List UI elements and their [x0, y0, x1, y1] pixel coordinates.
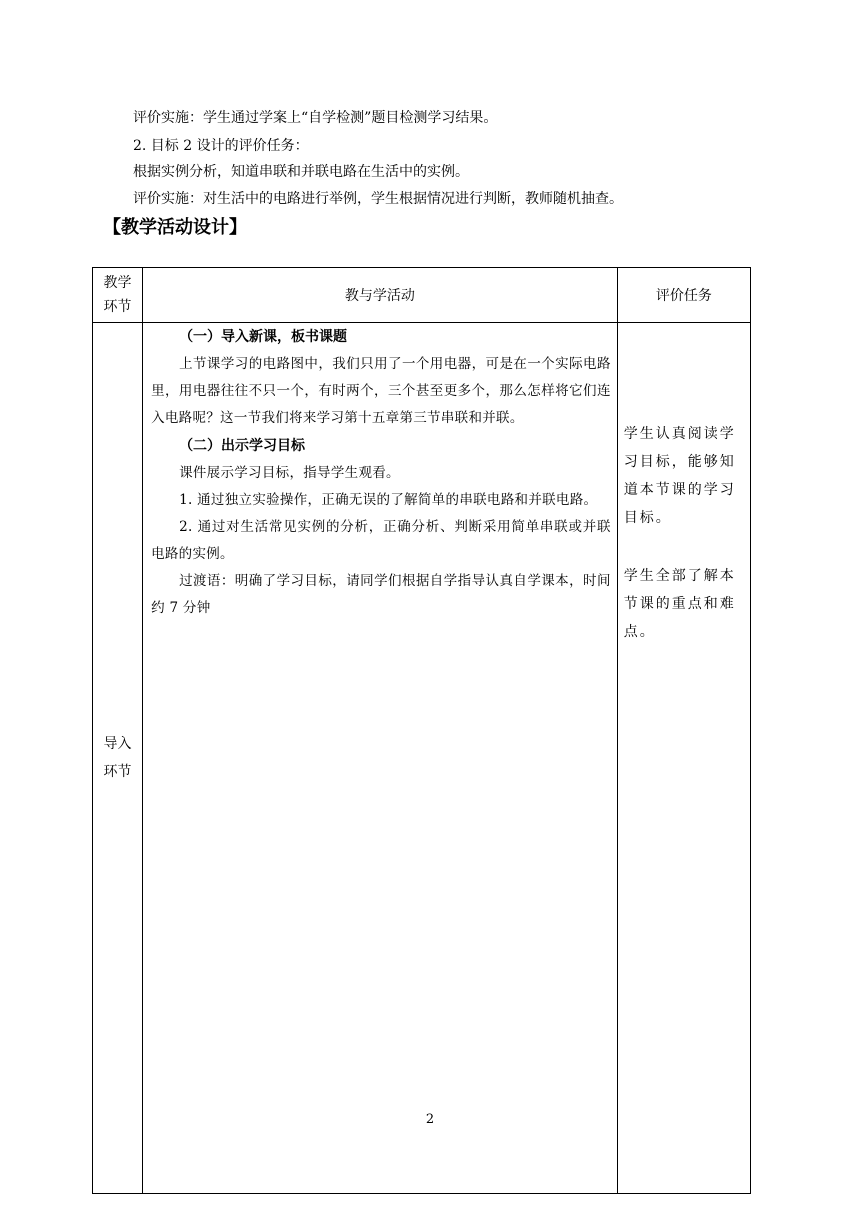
- header-stage-cell: [93, 268, 143, 323]
- evaluation-item-2: 学生全部了解本节课的重点和难点。: [623, 568, 736, 640]
- table-row: [93, 323, 751, 1194]
- transition-paragraph: 过渡语：明确了学习目标，请同学们根据自学指导认真自学课本，时间约 7 分钟: [151, 573, 611, 616]
- intro-goal-2-task: 根据实例分析，知道串联和并联电路在生活中的实例。: [133, 164, 469, 180]
- section-heading: 【教学活动设计】: [103, 217, 247, 238]
- intro-evaluation-line-2: 评价实施：对生活中的电路进行举例，学生根据情况进行判断，教师随机抽查。: [133, 191, 623, 207]
- goals-intro-paragraph: 课件展示学习目标，指导学生观看。: [179, 465, 400, 481]
- evaluation-spacer: [624, 532, 746, 562]
- table-header-row: [93, 268, 751, 323]
- activity-design-table: [92, 267, 751, 1194]
- goal-1-paragraph: 1. 通过独立实验操作，正确无误的了解简单的串联电路和并联电路。: [179, 492, 598, 508]
- intro-goal-2-heading: 2. 目标 2 设计的评价任务：: [133, 138, 309, 154]
- header-stage-line-1: 教学: [103, 275, 132, 291]
- header-evaluation-cell: 评价任务: [617, 268, 750, 323]
- subsection-title-2: （二）出示学习目标: [179, 438, 306, 454]
- intro-evaluation-line-1: 评价实施：学生通过学案上“自学检测”题目检测学习结果。: [133, 110, 498, 126]
- stage-cell: [93, 323, 143, 1194]
- page-number: 2: [425, 1112, 435, 1127]
- subsection-title-1: （一）导入新课，板书课题: [179, 329, 348, 345]
- lesson-intro-paragraph: 上节课学习的电路图中，我们只用了一个用电器，可是在一个实际电路里，用电器往往不只一个，有时两个，三个甚至更多个，那么怎样将它们连入电路呢？这一节我们将来学习第十五章第三节串联和并联。: [151, 356, 611, 426]
- header-activity-cell: 教与学活动: [143, 268, 618, 323]
- activity-cell: [143, 323, 618, 1194]
- stage-line-2: 环节: [103, 764, 132, 780]
- evaluation-cell: [617, 323, 750, 1194]
- evaluation-item-1: 学生认真阅读学习目标，能够知道本节课的学习目标。: [623, 426, 736, 526]
- goal-2-paragraph: 2. 通过对生活常见实例的分析，正确分析、判断采用简单串联或并联电路的实例。: [151, 519, 611, 562]
- header-stage-line-2: 环节: [103, 299, 132, 315]
- stage-line-1: 导入: [103, 736, 132, 752]
